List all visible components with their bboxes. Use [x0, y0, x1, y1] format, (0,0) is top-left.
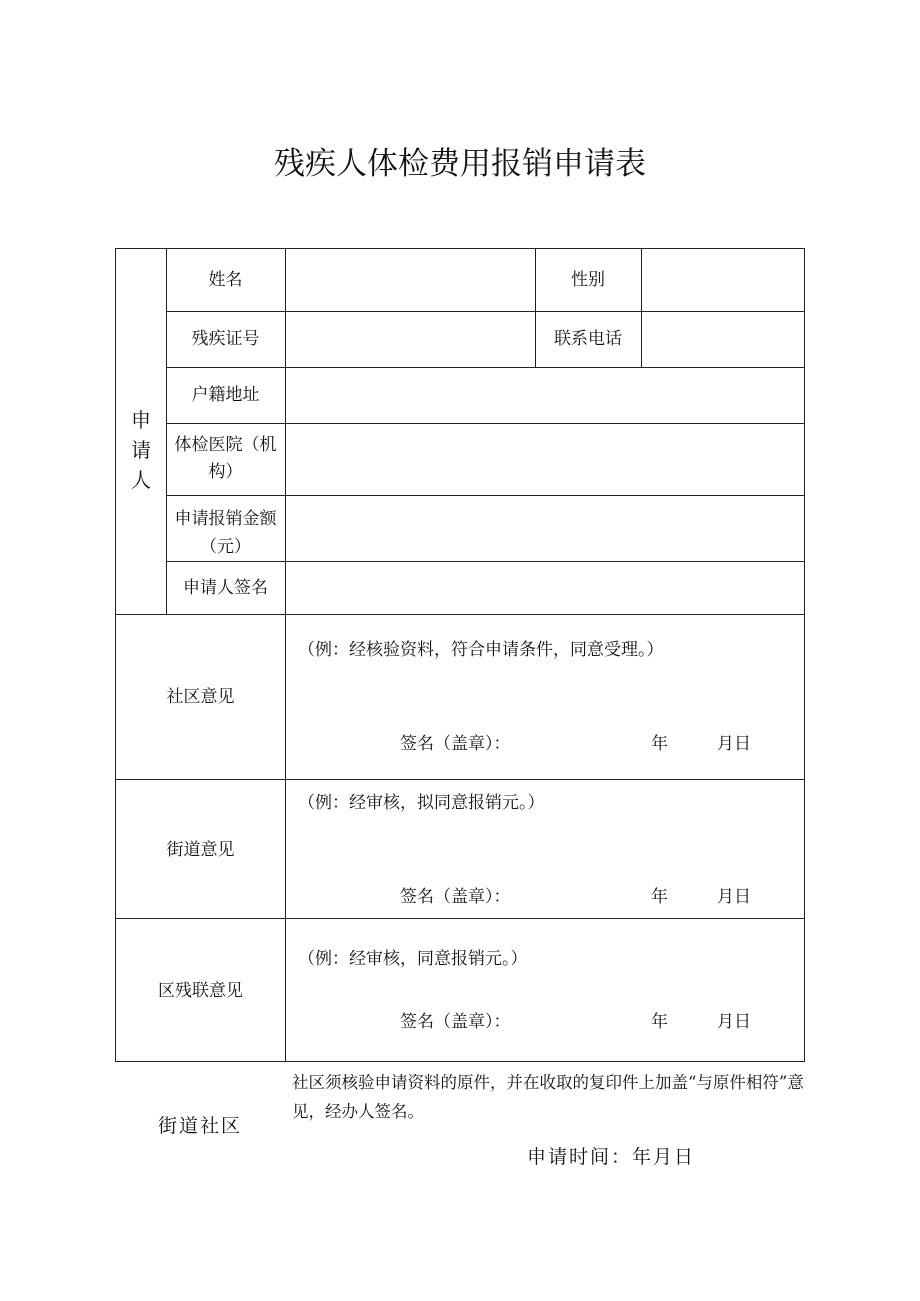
- footer-street-community: 街道社区: [158, 1115, 243, 1137]
- row-border: [115, 614, 805, 615]
- gender-field[interactable]: [642, 249, 804, 311]
- district-monthday-label: 月日: [717, 1012, 751, 1032]
- cert-label: 残疾证号: [191, 329, 260, 349]
- address-field[interactable]: [286, 368, 804, 423]
- phone-label: 联系电话: [554, 329, 622, 349]
- address-label: 户籍地址: [191, 385, 260, 405]
- amount-label-line1: 申请报销金额: [174, 509, 277, 529]
- name-label: 姓名: [208, 270, 243, 290]
- street-example-text: （例：经审核，拟同意报销元。）: [298, 793, 545, 813]
- street-year-label: 年: [651, 887, 668, 907]
- name-field[interactable]: [286, 249, 535, 311]
- hospital-label-line1: 体检医院（机: [174, 435, 277, 455]
- community-sign-label: 签名（盖章）：: [400, 734, 511, 754]
- form-title: 残疾人体检费用报销申请表: [274, 146, 646, 182]
- street-sign-label: 签名（盖章）：: [400, 887, 511, 907]
- cert-field[interactable]: [286, 312, 535, 367]
- community-year-label: 年: [651, 734, 668, 754]
- footer-apply-time: 申请时间：年月日: [527, 1146, 696, 1168]
- footer-note: 社区须核验申请资料的原件，并在收取的复印件上加盖“与原件相符”意见，经办人签名。: [292, 1073, 804, 1121]
- row-border: [115, 918, 805, 919]
- col-border-left: [115, 248, 116, 1062]
- district-opinion-label: 区残联意见: [158, 981, 243, 1001]
- row-border-bottom: [115, 1061, 805, 1062]
- community-example-text: （例：经核验资料，符合申请条件，同意受理。）: [298, 640, 664, 660]
- hospital-field[interactable]: [286, 424, 804, 495]
- community-opinion-label: 社区意见: [166, 687, 235, 707]
- applicant-group-label: 申请人: [131, 408, 151, 492]
- signature-field[interactable]: [286, 562, 804, 614]
- district-year-label: 年: [651, 1012, 668, 1032]
- district-example-text: （例：经审核，同意报销元。）: [298, 949, 528, 969]
- amount-label-line2: （元）: [200, 537, 251, 557]
- street-opinion-label: 街道意见: [166, 840, 235, 860]
- phone-field[interactable]: [642, 312, 804, 367]
- col-border-right: [804, 248, 805, 1062]
- row-border: [115, 779, 805, 780]
- signature-label: 申请人签名: [183, 578, 268, 598]
- street-monthday-label: 月日: [717, 887, 751, 907]
- hospital-label-line2: 构）: [208, 462, 243, 482]
- community-monthday-label: 月日: [717, 734, 751, 754]
- amount-field[interactable]: [286, 496, 804, 561]
- gender-label: 性别: [571, 270, 605, 290]
- district-sign-label: 签名（盖章）：: [400, 1012, 511, 1032]
